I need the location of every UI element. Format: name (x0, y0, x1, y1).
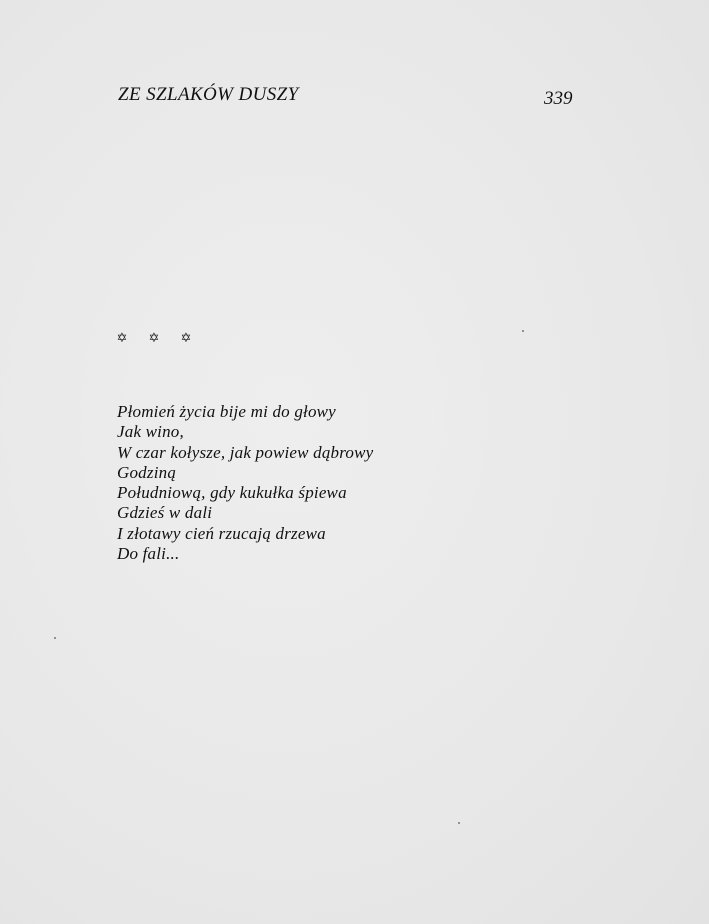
poem-line: Do fali... (117, 544, 180, 564)
poem-line: Godziną (117, 462, 177, 482)
paper-speck (458, 822, 460, 824)
page-number: 339 (544, 88, 573, 109)
running-title: ZE SZLAKÓW DUSZY (118, 84, 299, 105)
poem-line: Jak wino, (117, 422, 184, 442)
paper-speck (522, 330, 524, 332)
poem-stanza (117, 402, 373, 564)
paper-speck (54, 637, 56, 639)
poem-line: Gdzieś w dali (117, 503, 213, 523)
star-icon: ✡ (148, 330, 160, 345)
star-icon: ✡ (116, 330, 128, 345)
poem-line: Płomień życia bije mi do głowy (117, 402, 336, 421)
poem-line: W czar kołysze, jak powiew dąbrowy (117, 442, 374, 462)
section-asterism (116, 330, 192, 346)
poem-line: I złotawy cień rzucają drzewa (117, 523, 326, 543)
poem-line: Południową, gdy kukułka śpiewa (117, 483, 347, 503)
star-icon: ✡ (180, 330, 192, 345)
